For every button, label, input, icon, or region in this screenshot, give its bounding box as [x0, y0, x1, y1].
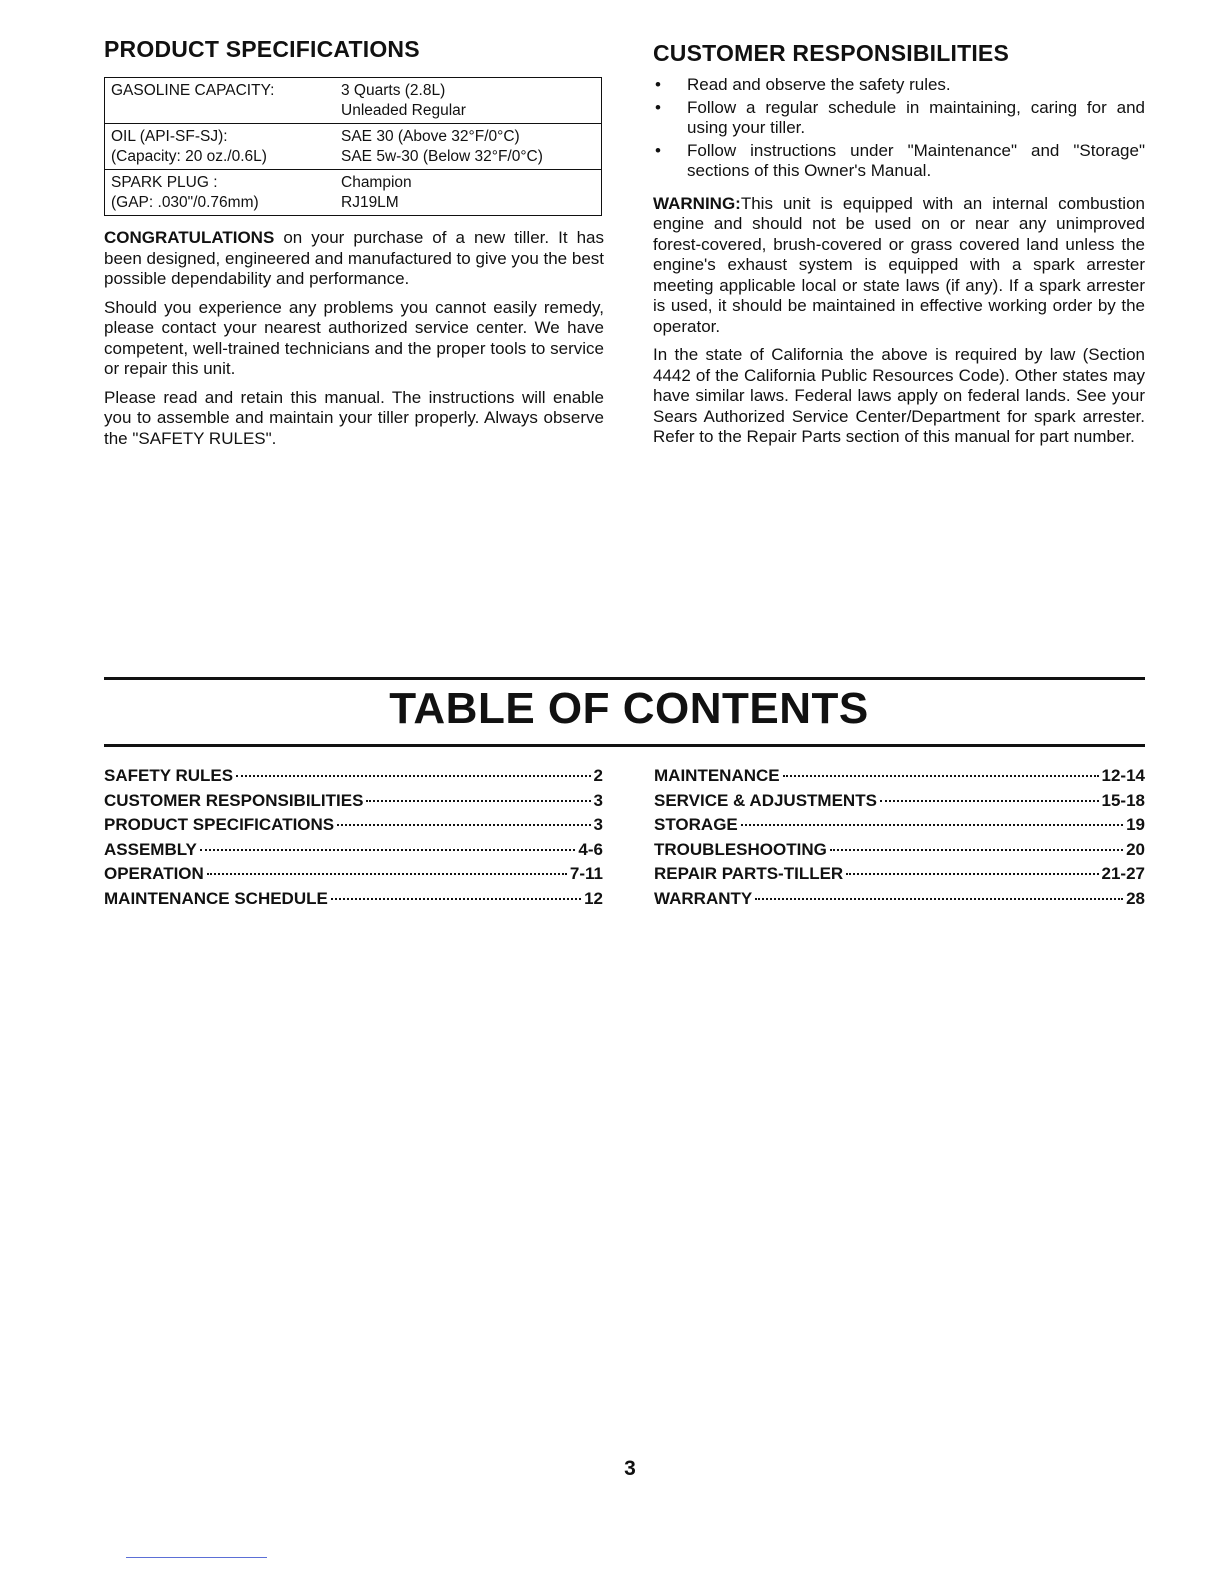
spec-value: [335, 78, 602, 124]
retain-manual-paragraph: Please read and retain this manual. The instructions will enable you to assemble and maintain your tiller properly. Always observe the "SAFETY RULES".: [104, 387, 604, 448]
product-specifications-heading: PRODUCT SPECIFICATIONS: [104, 36, 420, 62]
toc-entry[interactable]: [104, 887, 603, 912]
toc-entry[interactable]: [654, 862, 1145, 887]
spec-value-line2: Unleaded Regular: [341, 102, 466, 119]
toc-entry-page: 7-11: [569, 864, 603, 883]
toc-bottom-rule: [104, 744, 1145, 747]
toc-entry[interactable]: [104, 838, 603, 863]
toc-entry-label: REPAIR PARTS-TILLER: [654, 864, 844, 883]
toc-leader-dots: [741, 824, 1123, 826]
spec-value: [335, 124, 602, 170]
toc-entry-page: 15-18: [1101, 790, 1145, 810]
toc-entry[interactable]: [104, 764, 603, 789]
toc-entry-page: 12: [584, 888, 603, 908]
service-paragraph: Should you experience any problems you cannot easily remedy, please contact your nearest authorized service center. We have competent, well-trained technicians and the proper tools to service or repair this unit.: [104, 297, 604, 378]
list-item-text: Follow instructions under "Maintenance" and "Storage" sections of this Owner's Manual.: [687, 140, 1145, 180]
congratulations-paragraph: [104, 228, 604, 290]
spec-label-text: SPARK PLUG :: [111, 174, 218, 191]
toc-left-column: [104, 764, 603, 911]
toc-leader-dots: [880, 800, 1099, 802]
toc-entry-label: SERVICE & ADJUSTMENTS: [654, 790, 877, 810]
toc-entry[interactable]: [654, 789, 1145, 814]
toc-leader-dots: [783, 775, 1099, 777]
toc-entry-label: WARRANTY: [654, 888, 753, 908]
toc-entry-label: ASSEMBLY: [104, 839, 197, 859]
toc-entry[interactable]: [104, 862, 603, 887]
toc-leader-dots: [830, 849, 1123, 851]
spec-label-text: GASOLINE CAPACITY:: [111, 82, 275, 99]
toc-entry-page: 3: [593, 815, 603, 834]
toc-entry-page: 21-27: [1101, 864, 1145, 883]
toc-leader-dots: [207, 873, 567, 875]
toc-entry[interactable]: [654, 838, 1145, 863]
left-column: [104, 36, 604, 457]
toc-entry-page: 28: [1126, 888, 1145, 908]
toc-entry-page: 20: [1126, 839, 1145, 859]
toc-leader-dots: [331, 898, 581, 900]
spec-row-oil: [105, 124, 602, 170]
spec-label: [105, 78, 336, 124]
spec-row-gasoline: [105, 78, 602, 124]
toc-entry-label: TROUBLESHOOTING: [654, 839, 827, 859]
spec-value: [335, 170, 602, 216]
right-column: [653, 40, 1145, 456]
page-number: 3: [624, 1457, 636, 1480]
spec-table: [104, 77, 602, 216]
toc-entry-label: OPERATION: [104, 864, 204, 883]
toc-entry-page: 19: [1126, 815, 1145, 834]
toc-leader-dots: [236, 775, 590, 777]
spec-value-line1: SAE 30 (Above 32°F/0°C): [341, 128, 520, 145]
warning-paragraph: [653, 194, 1145, 338]
toc-leader-dots: [366, 800, 590, 802]
toc-entry[interactable]: [654, 764, 1145, 789]
bullet-icon: •: [655, 140, 661, 160]
spec-value-line2: SAE 5w-30 (Below 32°F/0°C): [341, 148, 543, 165]
toc-leader-dots: [200, 849, 576, 851]
spec-label-text-2: (GAP: .030"/0.76mm): [111, 194, 259, 211]
toc-entry-label: MAINTENANCE SCHEDULE: [104, 888, 328, 908]
warning-text: This unit is equipped with an internal combustion engine and should not be used on or near any unimproved forest-covered, brush-covered or grass covered land unless the engine's exhaust system is equipped with a spark arrester meeting applicable local or state laws (if any). If a spark arrester is used, it should be maintained in effective working order by the operator.: [653, 193, 1145, 336]
toc-entry-page: 2: [593, 766, 603, 785]
congratulations-lead: CONGRATULATIONS: [104, 228, 275, 247]
spec-value-line1: 3 Quarts (2.8L): [341, 82, 446, 99]
spec-value-line1: Champion: [341, 174, 412, 191]
spec-row-spark-plug: [105, 170, 602, 216]
warning-lead: WARNING:: [653, 193, 741, 213]
spec-label-text: OIL (API-SF-SJ):: [111, 128, 228, 145]
spec-label: [105, 124, 336, 170]
toc-entry-page: 3: [593, 790, 603, 810]
footer-line: [126, 1557, 267, 1558]
toc-entry-label: MAINTENANCE: [654, 766, 780, 785]
toc-entry-page: 4-6: [578, 839, 603, 859]
customer-responsibilities-heading: CUSTOMER RESPONSIBILITIES: [653, 40, 1010, 66]
toc-entry[interactable]: [104, 813, 603, 838]
bullet-icon: •: [655, 75, 661, 94]
toc-leader-dots: [846, 873, 1098, 875]
toc-leader-dots: [755, 898, 1123, 900]
congratulations-text: on your purchase of a new tiller. It has been designed, engineered and manufactured to give you the best possible dependability and performance.: [104, 228, 604, 288]
spec-label-text-2: (Capacity: 20 oz./0.6L): [111, 148, 267, 165]
toc-entry-label: SAFETY RULES: [104, 766, 234, 785]
toc-entry-label: PRODUCT SPECIFICATIONS: [104, 815, 335, 834]
spec-value-line2: RJ19LM: [341, 194, 399, 211]
bullet-icon: •: [655, 97, 661, 117]
list-item: [653, 141, 1145, 182]
toc-entry-page: 12-14: [1101, 766, 1145, 785]
toc-entry-label: CUSTOMER RESPONSIBILITIES: [104, 790, 364, 810]
california-paragraph: In the state of California the above is required by law (Section 4442 of the California Public Resources Code). Other states may have similar laws. Federal laws apply on federal lands. See your Sears Authorized Service Center/Department for spark arrester. Refer to the Repair Parts section of this manual for part number.: [653, 345, 1145, 446]
list-item: [653, 98, 1145, 139]
spec-label: [105, 170, 336, 216]
toc-right-column: [654, 764, 1145, 911]
toc-entry-label: STORAGE: [654, 815, 738, 834]
toc-entry[interactable]: [654, 813, 1145, 838]
list-item: [653, 75, 1145, 96]
toc-title: TABLE OF CONTENTS: [389, 684, 869, 733]
list-item-text: Read and observe the safety rules.: [687, 75, 951, 94]
toc-top-rule: [104, 677, 1145, 680]
toc-leader-dots: [337, 824, 590, 826]
list-item-text: Follow a regular schedule in maintaining, caring for and using your tiller.: [687, 97, 1145, 137]
responsibilities-list: [653, 75, 1145, 182]
toc-entry[interactable]: [104, 789, 603, 814]
toc-entry[interactable]: [654, 887, 1145, 912]
